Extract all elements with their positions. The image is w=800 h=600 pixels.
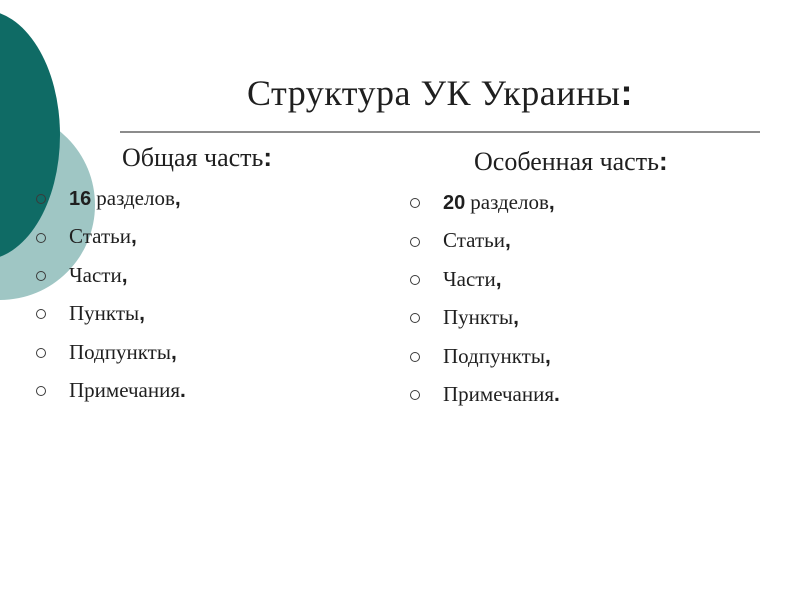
hollow-circle-icon — [36, 309, 46, 319]
list-item — [408, 183, 738, 221]
list-item — [408, 221, 738, 259]
item-punct: , — [495, 267, 502, 291]
item-punct: , — [513, 306, 519, 330]
item-number: 20 — [443, 192, 466, 214]
list-item — [408, 298, 738, 336]
hollow-circle-icon — [36, 233, 46, 243]
item-punct: . — [180, 378, 186, 402]
general-part-heading-colon: : — [263, 142, 273, 172]
special-part-heading-text: Особенная часть — [474, 147, 659, 176]
item-punct: , — [174, 187, 181, 210]
item-punct: , — [121, 263, 128, 287]
hollow-circle-icon — [36, 348, 46, 358]
item-number: 16 — [69, 188, 92, 210]
hollow-circle-icon — [410, 313, 420, 323]
hollow-circle-icon — [36, 386, 46, 396]
item-text: Пункты — [69, 301, 140, 326]
hollow-circle-icon — [410, 275, 420, 285]
item-punct: , — [170, 340, 177, 364]
list-item — [34, 294, 364, 332]
list-item — [408, 260, 738, 298]
slide-title — [120, 72, 760, 114]
item-text: Статьи — [443, 228, 505, 253]
special-part-heading-colon: : — [658, 146, 668, 176]
item-text: разделов — [470, 190, 549, 214]
hollow-circle-icon — [36, 194, 46, 204]
list-item — [408, 337, 738, 375]
general-part-column — [34, 142, 364, 409]
item-text: Подпункты — [69, 339, 171, 364]
general-part-list — [34, 179, 364, 409]
item-punct: , — [548, 191, 555, 214]
slide-title-colon: : — [620, 72, 633, 113]
item-punct: , — [504, 229, 511, 253]
item-text: Части — [69, 262, 122, 287]
list-item — [408, 375, 738, 413]
hollow-circle-icon — [410, 352, 420, 362]
item-text: разделов — [96, 186, 175, 210]
item-text: Пункты — [443, 305, 514, 330]
item-text: Примечания — [443, 381, 555, 406]
list-item — [34, 256, 364, 294]
special-part-heading — [408, 146, 738, 177]
list-item — [34, 217, 364, 255]
item-text: Части — [443, 266, 496, 291]
item-punct: , — [544, 344, 551, 368]
item-text: Примечания — [69, 377, 181, 402]
item-punct: , — [139, 302, 145, 326]
item-text: Статьи — [69, 224, 131, 249]
list-item — [34, 179, 364, 217]
special-part-column — [408, 146, 738, 413]
slide-title-text: Структура УК Украины — [247, 73, 621, 113]
general-part-heading — [34, 142, 364, 173]
general-part-heading-text: Общая часть — [122, 143, 264, 172]
title-divider — [120, 131, 760, 133]
hollow-circle-icon — [410, 198, 420, 208]
item-punct: , — [130, 225, 137, 249]
special-part-list — [408, 183, 738, 413]
hollow-circle-icon — [410, 237, 420, 247]
item-punct: . — [554, 382, 560, 406]
hollow-circle-icon — [36, 271, 46, 281]
hollow-circle-icon — [410, 390, 420, 400]
list-item — [34, 333, 364, 371]
item-text: Подпункты — [443, 343, 545, 368]
list-item — [34, 371, 364, 409]
